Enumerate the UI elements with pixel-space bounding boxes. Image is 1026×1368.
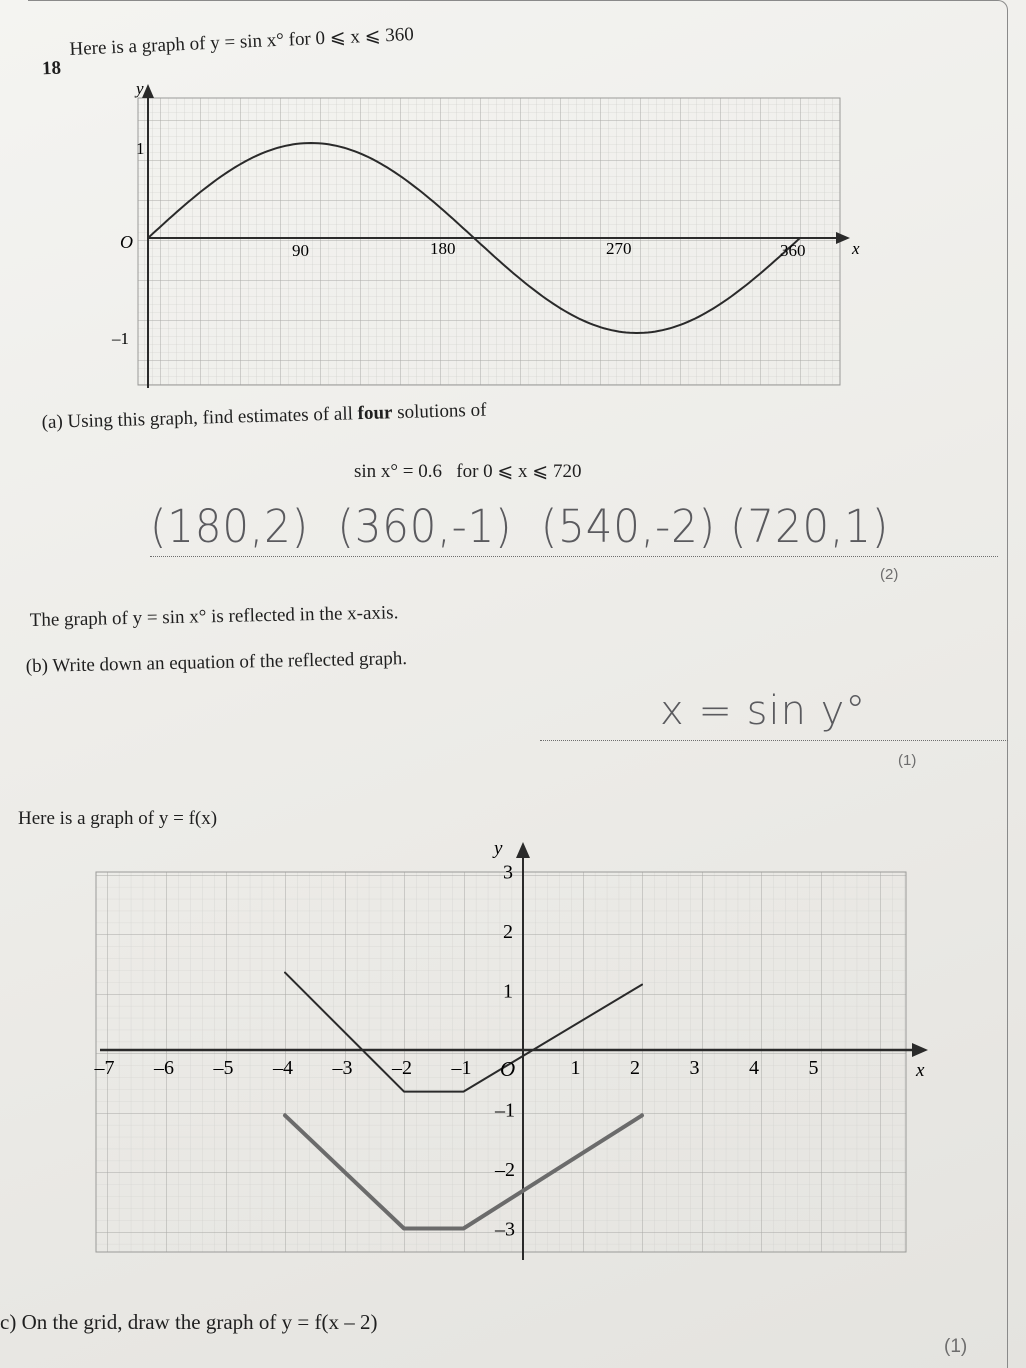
sine-x-label: x [852, 239, 860, 258]
part-c-question [0, 1310, 378, 1335]
question-number: 18 [41, 57, 62, 80]
part-a-handwritten-answer: (180,2) (360,-1) (540,-2) (720,1) [150, 500, 890, 553]
sine-y-tick-neg1: –1 [112, 329, 129, 348]
part-b-label: (b) [25, 655, 49, 678]
part-c-text: On the grid, draw the graph of y = f(x – 2) [21, 1310, 378, 1334]
f-graph [0, 820, 1026, 1270]
part-b-marks: (1) [898, 752, 917, 769]
sine-x-tick-90: 90 [292, 241, 309, 260]
f-origin-label: O [500, 1057, 516, 1081]
reflection-statement: The graph of y = sin x° is reflected in the x-axis. [29, 602, 399, 632]
part-a-text-suffix: solutions of [392, 399, 487, 424]
f-y-label: y [494, 838, 503, 859]
f-x-tick-label: 2 [630, 1057, 640, 1079]
f-x-tick-label: –2 [392, 1057, 412, 1079]
f-y-tick-label: 3 [503, 861, 513, 884]
part-a-equation: sin x° = 0.6 for 0 ⩽ x ⩽ 720 [354, 461, 582, 482]
question-intro: Here is a graph of y = sin x° for 0 ⩽ x ⩽ 360 [69, 23, 415, 61]
f-y-tick-label: 2 [503, 921, 513, 943]
sine-grid [138, 98, 840, 385]
sine-graph [0, 0, 1026, 400]
part-a-answer-line [150, 556, 998, 557]
part-b-text: Write down an equation of the reflected graph. [52, 648, 408, 677]
f-x-tick-label: –5 [213, 1057, 234, 1079]
sine-y-arrow [142, 84, 154, 98]
sine-x-tick-360: 360 [780, 241, 806, 260]
f-x-arrow [912, 1043, 928, 1057]
f-graph-intro: Here is a graph of y = f(x) [18, 808, 218, 829]
part-a-marks: (2) [880, 566, 899, 583]
f-y-tick-label: –1 [495, 1099, 515, 1122]
part-b-answer-line [540, 740, 1008, 741]
sine-y-tick-1: 1 [136, 139, 145, 158]
f-x-tick-label: –1 [451, 1057, 472, 1079]
f-x-label: x [916, 1060, 925, 1081]
sine-x-arrow [836, 232, 850, 244]
f-y-arrow [516, 842, 530, 858]
part-c-marks: (1) [944, 1336, 968, 1357]
part-a-text-bold: four [357, 402, 393, 425]
f-x-tick-label: –6 [154, 1057, 174, 1079]
f-x-tick-label: –3 [332, 1057, 353, 1079]
part-c-label: c) [0, 1310, 17, 1334]
f-x-tick-label: 5 [808, 1057, 819, 1079]
sine-x-tick-270: 270 [606, 239, 632, 258]
f-y-tick-label: –2 [495, 1159, 515, 1181]
f-x-tick-label: 3 [689, 1057, 700, 1079]
sine-y-label: y [136, 79, 144, 98]
f-x-tick-label: 4 [749, 1057, 759, 1079]
f-y-tick-label: 1 [503, 980, 513, 1003]
sine-origin-label: O [120, 232, 133, 252]
part-a-label: (a) [41, 411, 64, 434]
part-a-text-prefix: Using this graph, find estimates of all [67, 403, 358, 433]
f-x-tick-label: –7 [94, 1057, 115, 1079]
f-y-tick-label: –3 [495, 1218, 515, 1241]
part-b-handwritten-answer: x = sin y° [660, 688, 867, 734]
f-x-tick-label: –4 [273, 1057, 293, 1079]
sine-x-tick-180: 180 [430, 239, 456, 258]
f-x-tick-label: 1 [570, 1057, 581, 1079]
